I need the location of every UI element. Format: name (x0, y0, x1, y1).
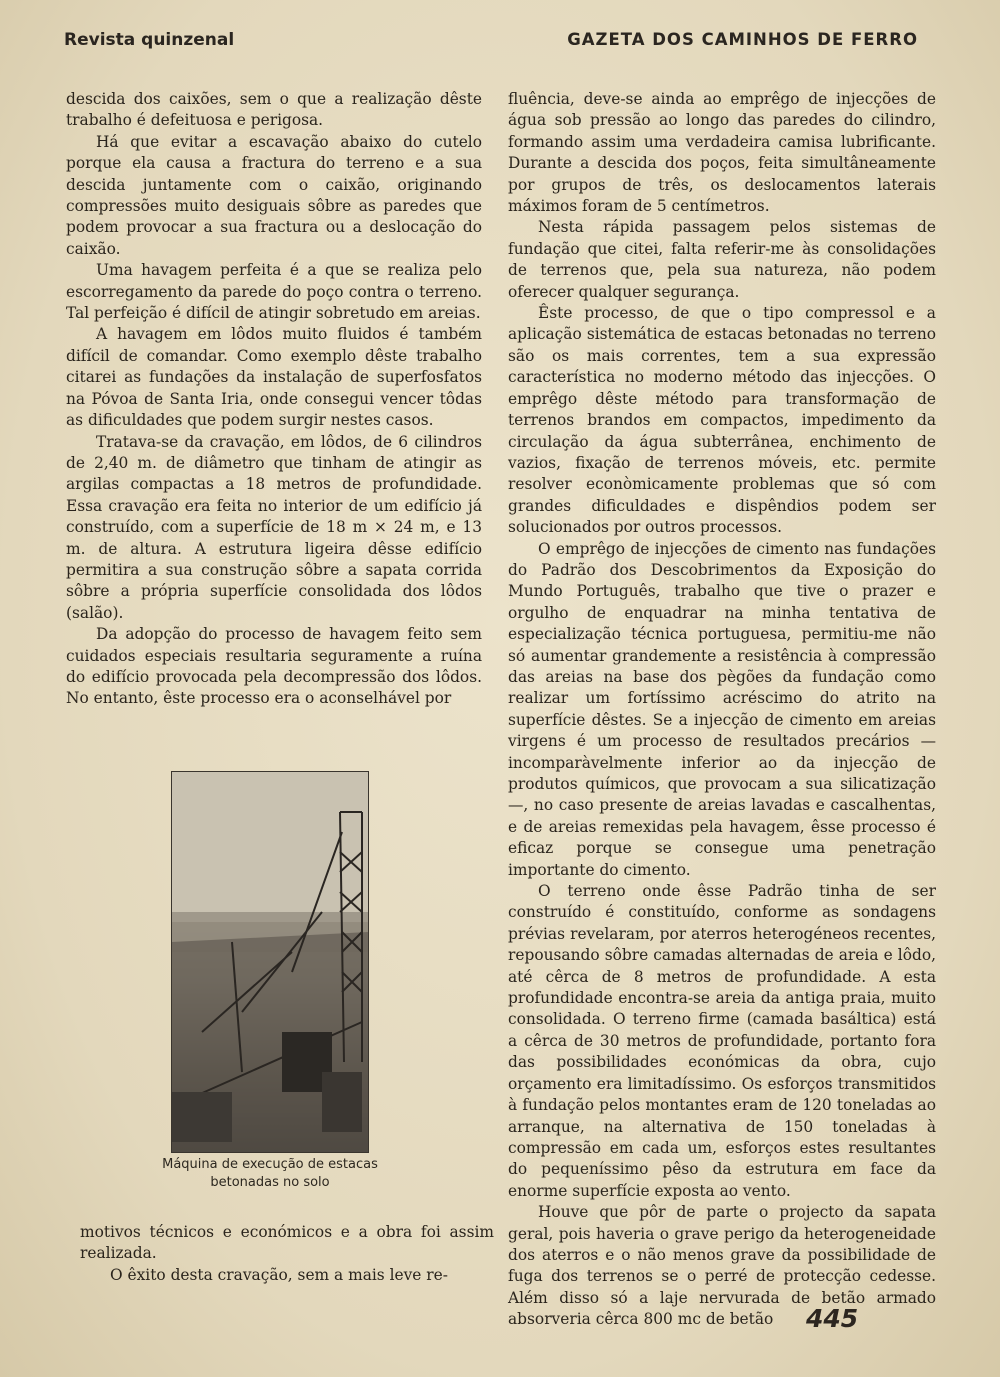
right-column (508, 89, 936, 1331)
left-column (66, 89, 482, 710)
paragraph: O terreno onde êsse Padrão tinha de ser construído é constituído, conforme as sondagens prévias revelaram, por aterros heterogéneos recentes, repousando sôbre camadas alternadas de areia e lôdo, até cêrca de 8 metros de profundidade. A esta profundidade encontra-se areia da antiga praia, muito consolidada. O terreno firme (camada basáltica) está a cêrca de 30 metros de profundidade, portanto fora das possibilidades económicas da obra, cujo orçamento era limitadíssimo. Os esforços transmitidos à fundação pelos montantes eram de 120 toneladas ao arranque, na alternativa de 150 toneladas à compressão em cada um, esforços estes resultantes do pequeníssimo pêso da estrutura em face da enorme superfície exposta ao vento. (508, 882, 936, 1200)
paragraph: Nesta rápida passagem pelos sistemas de fundação que citei, falta referir-me às consolidações de terrenos que, pela sua natureza, não podem oferecer qualquer segurança. (508, 218, 936, 301)
paragraph: descida dos caixões, sem o que a realização dêste trabalho é defeituosa e perigosa. (66, 90, 482, 130)
paragraph: motivos técnicos e económicos e a obra foi assim realizada. (80, 1223, 494, 1263)
paragraph: Tratava-se da cravação, em lôdos, de 6 cilindros de 2,40 m. de diâmetro que tinham de atingir as argilas compactas a 18 metros de profundidade. Essa cravação era feita no interior de um edifício já construído, com a superfície de 18 m × 24 m, e 13 m. de altura. A estrutura ligeira dêsse edifício permitira a sua construção sôbre a sapata corrida sôbre a própria superfície consolidada dos lôdos (salão). (66, 432, 482, 622)
paragraph: O emprêgo de injecções de cimento nas fundações do Padrão dos Descobrimentos da Exposição do Mundo Português, trabalho que tive o prazer e orgulho de enquadrar na minha tentativa de especialização técnica portuguesa, permitiu-me não só aumentar grandemente a resistência à compressão das areias na base dos pègões da fundação como realizar um fortíssimo acréscimo do atrito na superfície dêstes. Se a injecção de cimento em areias virgens é um processo de resultados precários — incomparàvelmente inferior ao da injecção de produtos químicos, que provocam a sua silicatização —, no caso presente de areias lavadas e cascalhentas, e de areias remexidas pela havagem, êsse processo é eficaz porque se consegue uma penetração importante do cimento. (508, 539, 936, 879)
figure-caption: Máquina de execução de estacas betonadas no solo (162, 1157, 378, 1190)
paragraph: A havagem em lôdos muito fluidos é também difícil de comandar. Como exemplo dêste trabalho citarei as fundações da instalação de superfosfatos na Póvoa de Santa Iria, onde consegui vencer tôdas as dificuldades que podem surgir nestes casos. (66, 325, 482, 430)
page-number: 445 (806, 1304, 859, 1333)
paragraph: Houve que pôr de parte o projecto da sapata geral, pois haveria o grave perigo da heterogeneidade dos aterros e o não menos grave da possibilidade de fuga dos terrenos se o perré de protecção cedesse. Além disso só a laje nervurada de betão armado absorveria cêrca 800 mc de betão (508, 1203, 936, 1329)
photo-pile-driving-machine (171, 771, 369, 1153)
header-right: GAZETA DOS CAMINHOS DE FERRO (567, 30, 918, 49)
paragraph: Uma havagem perfeita é a que se realiza pelo escorregamento da parede do poço contra o terreno. Tal perfeição é difícil de atingir sobretudo em areias. (66, 261, 482, 323)
left-column-bottom (80, 1222, 494, 1286)
paragraph: fluência, deve-se ainda ao emprêgo de injecções de água sob pressão ao longo das paredes do cilindro, formando assim uma verdadeira camisa lubrificante. Durante a descida dos poços, feita simultâneamente por grupos de três, os deslocamentos laterais máximos foram de 5 centímetros. (508, 90, 936, 216)
paragraph: O êxito desta cravação, sem a mais leve re- (110, 1265, 448, 1284)
photo-drawing (172, 772, 368, 1152)
paragraph: Da adopção do processo de havagem feito sem cuidados especiais resultaria seguramente a ruína do edifício provocada pela decompressão dos lôdos. No entanto, êste processo era o aconselhável por (66, 625, 482, 708)
paragraph: Há que evitar a escavação abaixo do cutelo porque ela causa a fractura do terreno e a sua descida juntamente com o caixão, originando compressões muito desiguais sôbre as paredes que podem provocar a sua fractura ou a deslocação do caixão. (66, 132, 482, 258)
paragraph: Êste processo, de que o tipo compressol e a aplicação sistemática de estacas betonadas no terreno são os mais correntes, tem a sua expressão característica no moderno método das injecções. O emprêgo dêste método para transformação de terrenos brandos em compactos, impedimento da circulação da água subterrânea, enchimento de vazios, fixação de terrenos móveis, etc. permite resolver econòmicamente problemas que só com grandes dificuldades e dispêndios podem ser solucionados por outros processos. (508, 304, 936, 537)
header-left: Revista quinzenal (64, 30, 235, 50)
